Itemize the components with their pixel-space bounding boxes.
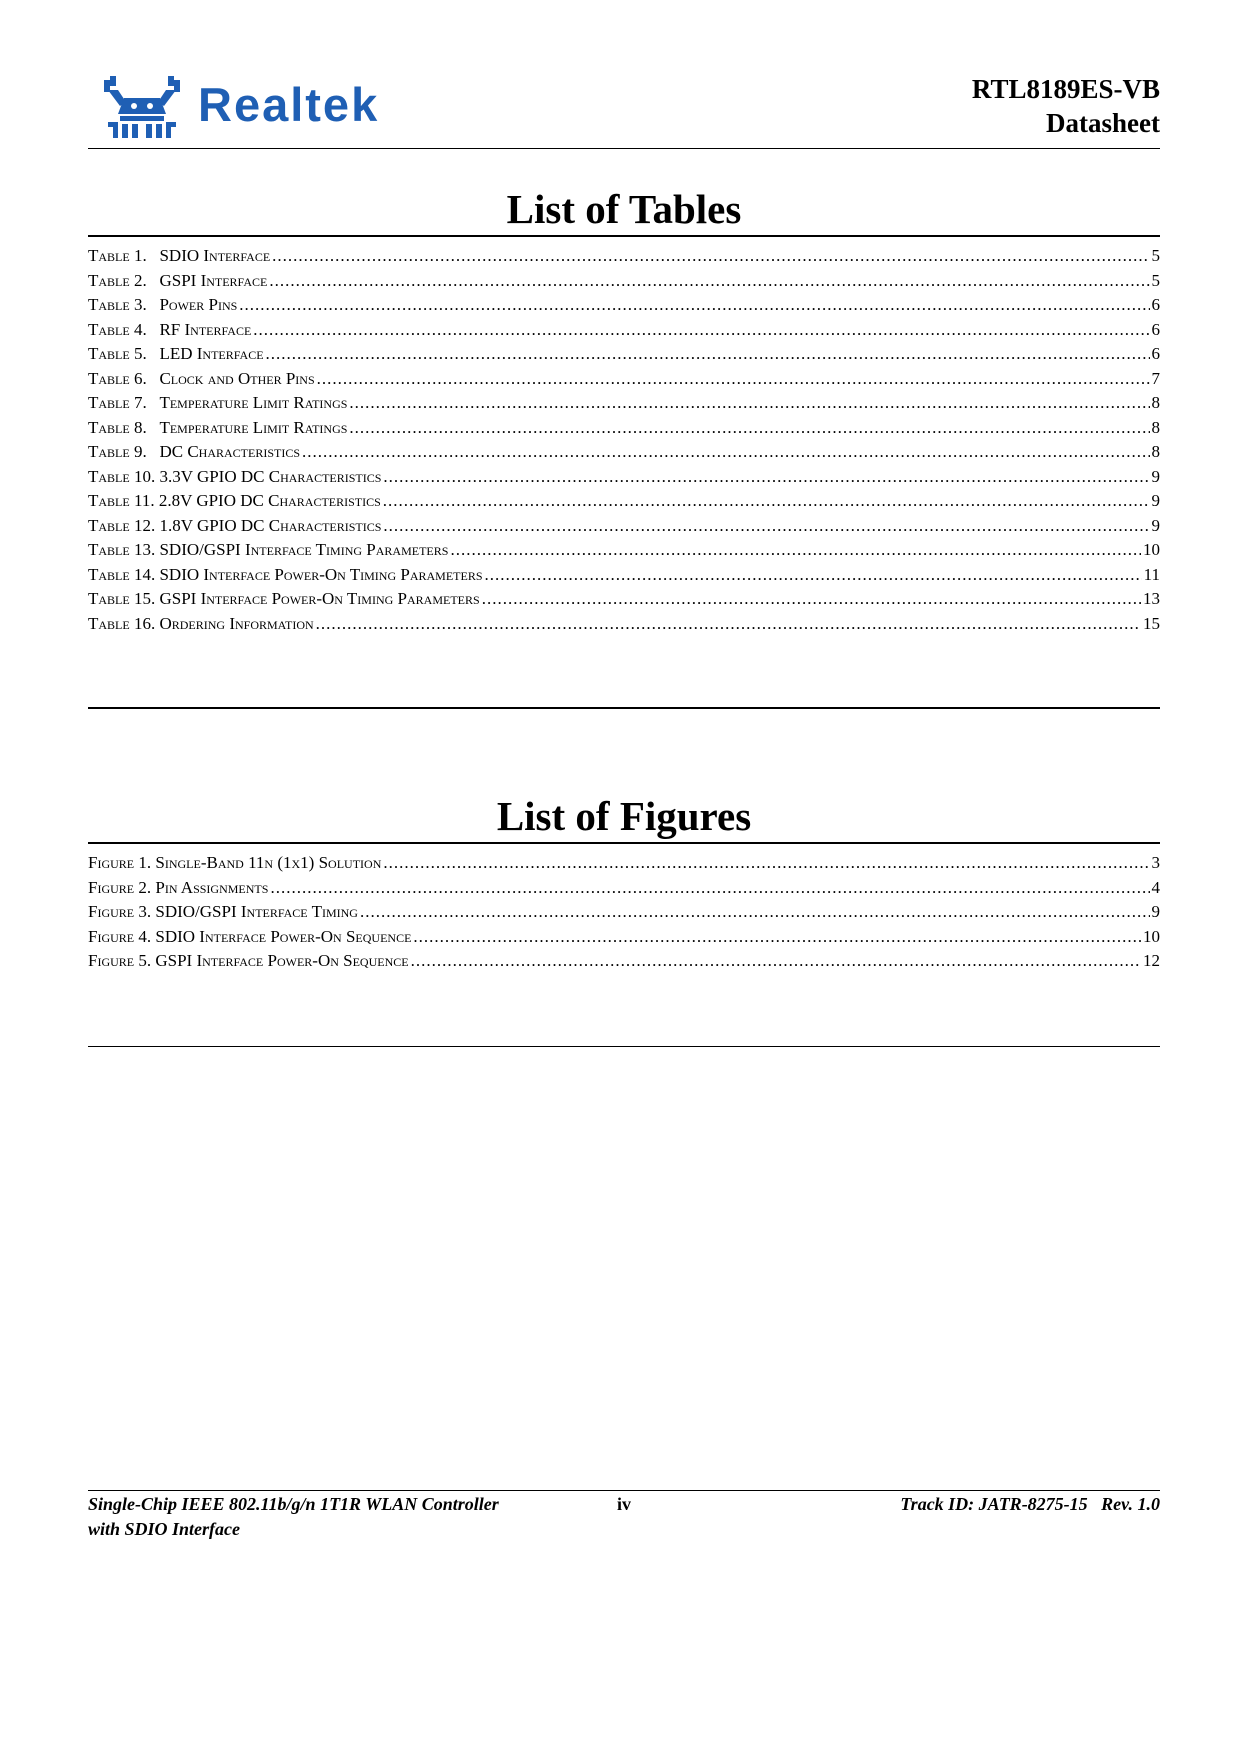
table-entry-caption: 1.8V GPIO DC Characteristics [159, 515, 382, 535]
table-entry-page: 15 [1143, 613, 1160, 633]
table-entry-caption: DC Characteristics [159, 442, 301, 461]
table-entry-label: Table 2. [88, 270, 147, 290]
table-entry[interactable] [88, 565, 1160, 590]
document-type: Datasheet [1046, 108, 1160, 138]
table-entry[interactable] [88, 320, 1160, 345]
figure-entry-title [88, 853, 381, 873]
table-entry-label: Table 4. [88, 319, 147, 339]
dot-leader [485, 565, 1142, 585]
figure-entry-title [88, 902, 358, 922]
dot-leader [383, 853, 1149, 873]
table-entry-caption: GSPI Interface Power-On Timing Parameters [159, 589, 480, 608]
figures-title-rule [88, 842, 1160, 844]
figure-entry-title [88, 878, 268, 898]
figure-entry[interactable] [88, 853, 1160, 878]
table-entry-title [88, 442, 300, 462]
figure-entry-page: 4 [1151, 877, 1160, 897]
figure-entry-caption: SDIO/GSPI Interface Timing [155, 902, 358, 921]
table-entry-label: Table 10. [88, 466, 156, 486]
table-entry-label: Table 11. [88, 491, 155, 510]
figure-entry[interactable] [88, 878, 1160, 903]
dot-leader [383, 491, 1150, 511]
table-entry-page: 8 [1151, 417, 1160, 437]
dot-leader [450, 540, 1141, 560]
figure-entry[interactable] [88, 927, 1160, 952]
figure-entry-label: Figure 4. [88, 926, 152, 946]
realtek-logo [102, 72, 432, 140]
brand-wordmark: Realtek [198, 78, 380, 131]
figure-entry-caption: Single-Band 11n (1x1) Solution [155, 853, 382, 872]
table-entry-title [88, 565, 483, 585]
dot-leader [272, 246, 1149, 266]
list-of-tables [88, 246, 1160, 638]
figure-entry-page: 10 [1143, 926, 1160, 946]
table-entry-label: Table 1. [88, 246, 147, 265]
list-of-figures [88, 853, 1160, 976]
table-entry-title [88, 271, 267, 291]
table-entry-page: 5 [1151, 270, 1160, 290]
table-entry[interactable] [88, 246, 1160, 271]
figure-entry-page: 3 [1151, 853, 1160, 872]
table-entry-label: Table 3. [88, 295, 147, 314]
table-entry-page: 8 [1151, 442, 1160, 461]
dot-leader [349, 418, 1149, 438]
table-entry-label: Table 13. [88, 540, 156, 559]
table-entry[interactable] [88, 393, 1160, 418]
footer-rule [88, 1490, 1160, 1491]
table-entry[interactable] [88, 344, 1160, 369]
table-entry[interactable] [88, 589, 1160, 614]
table-entry[interactable] [88, 491, 1160, 516]
dot-leader [239, 295, 1149, 315]
figure-entry-caption: GSPI Interface Power-On Sequence [155, 951, 409, 970]
table-entry-page: 8 [1151, 393, 1160, 412]
table-entry-caption: Ordering Information [159, 613, 314, 633]
table-entry-title [88, 614, 314, 634]
figure-entry[interactable] [88, 951, 1160, 976]
table-entry-caption: SDIO Interface [159, 246, 271, 265]
footer-line-2: with SDIO Interface [88, 1519, 241, 1539]
figures-end-rule [88, 1046, 1160, 1047]
table-entry-title [88, 320, 251, 340]
table-entry-caption: GSPI Interface [159, 270, 268, 290]
figure-entry-label: Figure 3. [88, 902, 152, 921]
dot-leader [316, 614, 1141, 634]
document-id [972, 72, 1160, 140]
figure-entry-label: Figure 1. [88, 853, 152, 872]
table-entry-label: Table 15. [88, 589, 156, 608]
table-entry[interactable] [88, 369, 1160, 394]
table-entry-caption: LED Interface [159, 344, 264, 363]
table-entry-caption: Clock and Other Pins [159, 368, 315, 388]
page-number: iv [616, 1494, 631, 1514]
table-entry-title [88, 369, 315, 389]
table-entry-title [88, 344, 264, 364]
table-entry-caption: 2.8V GPIO DC Characteristics [158, 491, 381, 510]
table-entry-title [88, 589, 480, 609]
dot-leader [349, 393, 1149, 413]
table-entry-label: Table 7. [88, 393, 147, 412]
tables-end-rule [88, 707, 1160, 709]
table-entry[interactable] [88, 467, 1160, 492]
table-entry-page: 6 [1151, 344, 1160, 363]
table-entry-page: 10 [1143, 540, 1160, 559]
table-entry-page: 9 [1151, 491, 1160, 510]
table-entry[interactable] [88, 442, 1160, 467]
header-rule [88, 148, 1160, 149]
table-entry-caption: Temperature Limit Ratings [159, 417, 348, 437]
table-entry-title [88, 418, 347, 438]
table-entry-caption: SDIO Interface Power-On Timing Parameters [159, 564, 483, 584]
dot-leader [413, 927, 1141, 947]
dot-leader [317, 369, 1150, 389]
figure-entry-label: Figure 5. [88, 951, 152, 970]
figure-entry-title [88, 951, 409, 971]
list-of-figures-title: List of Figures [496, 793, 752, 839]
table-entry-caption: Temperature Limit Ratings [159, 393, 348, 412]
model-number: RTL8189ES-VB [971, 74, 1160, 104]
table-entry-title [88, 246, 270, 266]
dot-leader [253, 320, 1149, 340]
table-entry-caption: 3.3V GPIO DC Characteristics [159, 466, 382, 486]
tables-title-rule [88, 235, 1160, 237]
table-entry-page: 13 [1143, 589, 1160, 608]
table-entry[interactable] [88, 295, 1160, 320]
dot-leader [383, 516, 1149, 536]
dot-leader [269, 271, 1149, 291]
table-entry-caption: RF Interface [159, 319, 252, 339]
table-entry-title [88, 467, 381, 487]
table-entry-title [88, 295, 237, 315]
table-entry-label: Table 16. [88, 613, 156, 633]
figure-entry[interactable] [88, 902, 1160, 927]
dot-leader [302, 442, 1149, 462]
list-of-tables-title: List of Tables [506, 186, 742, 232]
table-entry[interactable] [88, 418, 1160, 443]
table-entry-label: Table 8. [88, 417, 147, 437]
table-entry-label: Table 6. [88, 368, 147, 388]
page-header [88, 72, 1160, 148]
table-entry-title [88, 491, 381, 511]
table-entry-page: 11 [1143, 564, 1160, 584]
figure-entry-caption: Pin Assignments [155, 877, 269, 897]
table-entry[interactable] [88, 540, 1160, 565]
table-entry[interactable] [88, 271, 1160, 296]
realtek-crab-icon [102, 72, 182, 140]
table-entry[interactable] [88, 516, 1160, 541]
table-entry-title [88, 393, 347, 413]
table-entry-label: Table 9. [88, 442, 147, 461]
track-id: Track ID: JATR-8275-15 Rev. 1.0 [900, 1494, 1160, 1514]
dot-leader [266, 344, 1150, 364]
table-entry-page: 6 [1151, 319, 1160, 339]
figure-entry-title [88, 927, 411, 947]
table-entry-label: Table 5. [88, 344, 147, 363]
table-entry-page: 5 [1151, 246, 1160, 265]
figure-entry-label: Figure 2. [88, 877, 152, 897]
table-entry[interactable] [88, 614, 1160, 639]
table-entry-page: 7 [1151, 368, 1160, 388]
table-entry-page: 6 [1151, 295, 1160, 314]
table-entry-page: 9 [1151, 466, 1160, 486]
dot-leader [383, 467, 1149, 487]
figure-entry-page: 9 [1151, 902, 1160, 921]
footer-line-1: Single-Chip IEEE 802.11b/g/n 1T1R WLAN Controller [88, 1494, 499, 1514]
table-entry-title [88, 540, 448, 560]
dot-leader [482, 589, 1141, 609]
figure-entry-caption: SDIO Interface Power-On Sequence [155, 926, 412, 946]
table-entry-caption: SDIO/GSPI Interface Timing Parameters [159, 540, 449, 559]
table-entry-label: Table 12. [88, 515, 156, 535]
table-entry-title [88, 516, 381, 536]
dot-leader [360, 902, 1150, 922]
table-entry-caption: Power Pins [159, 295, 238, 314]
dot-leader [270, 878, 1149, 898]
dot-leader [411, 951, 1141, 971]
table-entry-page: 9 [1151, 515, 1160, 535]
figure-entry-page: 12 [1143, 951, 1160, 970]
table-entry-label: Table 14. [88, 564, 156, 584]
